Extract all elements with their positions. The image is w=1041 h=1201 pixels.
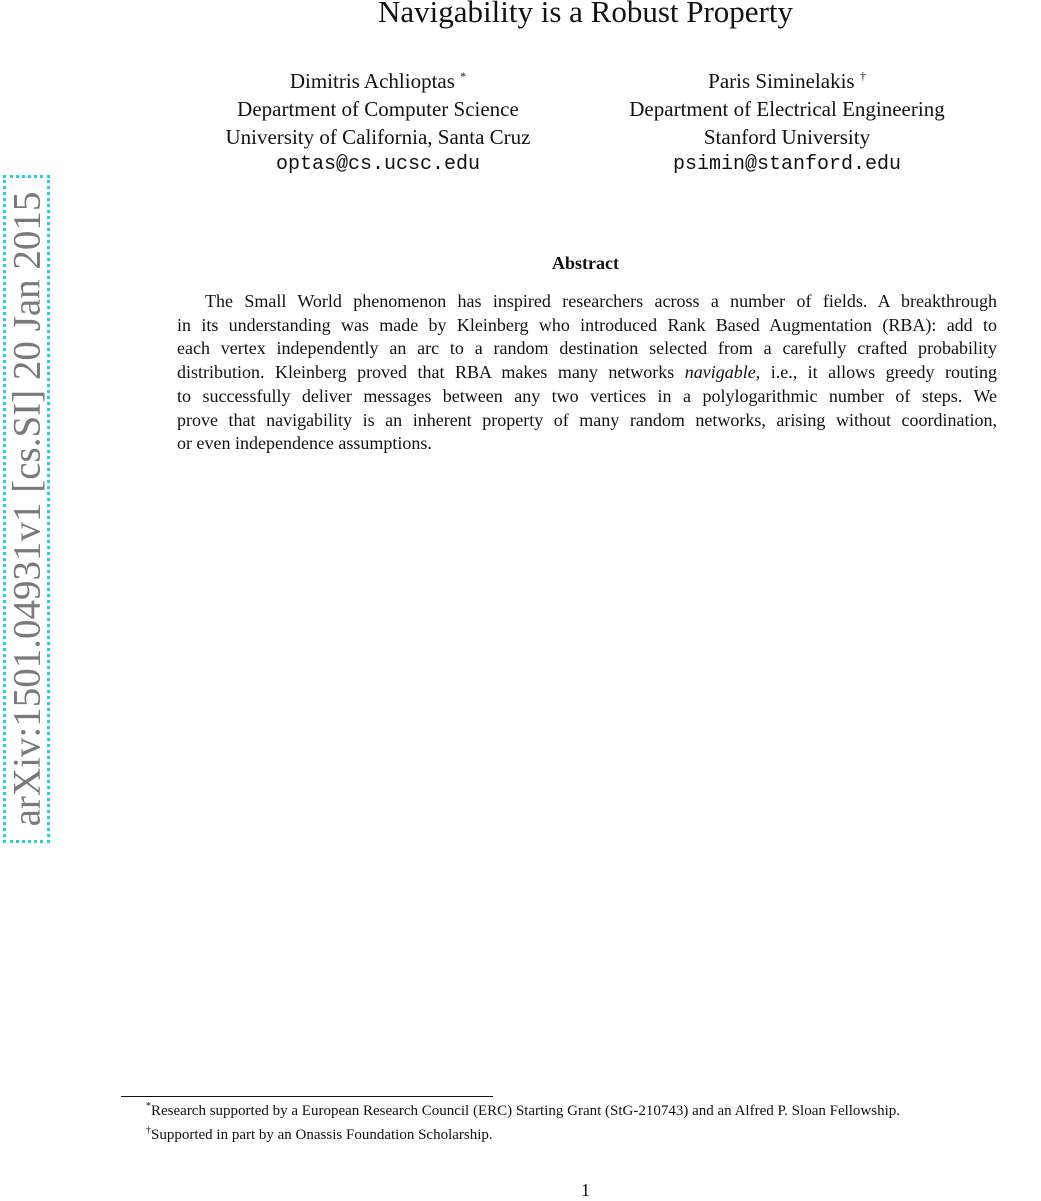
emphasis: navigable [684, 362, 756, 383]
footnote-2 [146, 1125, 493, 1144]
abstract-text: , i.e., it allows greedy routing [755, 362, 997, 383]
author-institution: Stanford University [703, 125, 871, 149]
author-email: psimin@stanford.edu [672, 153, 902, 176]
footnote-text: Research supported by a European Research Council (ERC) Starting Grant (StG-210743) and an Alfred P. Sloan Fellowship. [151, 1103, 901, 1119]
abstract-line: each vertex independently an arc to a random destination selected from a carefully crafted probability [177, 338, 997, 359]
abstract-line [177, 361, 997, 385]
footnote-mark: * [146, 1101, 151, 1112]
abstract-text: distribution. Kleinberg proved that RBA makes many networks [177, 362, 685, 383]
abstract-heading: Abstract [552, 253, 619, 273]
footnote-mark: † [859, 69, 866, 83]
author-department: Department of Computer Science [237, 97, 519, 121]
abstract-line: prove that navigability is an inherent property of many random networks, arising without coordination, [177, 409, 997, 430]
footnote-text: Supported in part by an Onassis Foundation Scholarship. [151, 1127, 493, 1143]
author-block-1 [178, 62, 578, 179]
abstract-body [177, 290, 997, 456]
author-email: optas@cs.ucsc.edu [275, 153, 481, 176]
author-name: Paris Siminelakis [708, 69, 855, 93]
abstract-line: The Small World phenomenon has inspired researchers across a number of fields. A breakthrough [205, 291, 997, 311]
author-institution: University of California, Santa Cruz [225, 125, 531, 149]
page-number: 1 [581, 1180, 590, 1200]
footnote-mark: * [460, 69, 467, 83]
footnote-mark: † [146, 1125, 151, 1136]
abstract-line: or even independence assumptions. [177, 433, 432, 454]
arxiv-stamp [3, 175, 50, 843]
abstract-line: to successfully deliver messages between any two vertices in a polylogarithmic number of steps. We [177, 385, 997, 406]
author-department: Department of Electrical Engineering [629, 97, 945, 121]
paper-title: Navigability is a Robust Property [377, 0, 794, 29]
arxiv-identifier: arXiv:1501.04931v1 [cs.SI] 20 Jan 2015 [5, 191, 48, 827]
author-block-2 [587, 62, 987, 179]
footnote-1 [146, 1101, 900, 1120]
footnote-rule [121, 1096, 493, 1097]
author-name: Dimitris Achlioptas [289, 69, 455, 93]
abstract-line: in its understanding was made by Kleinberg who introduced Rank Based Augmentation (RBA): add to [177, 314, 997, 335]
